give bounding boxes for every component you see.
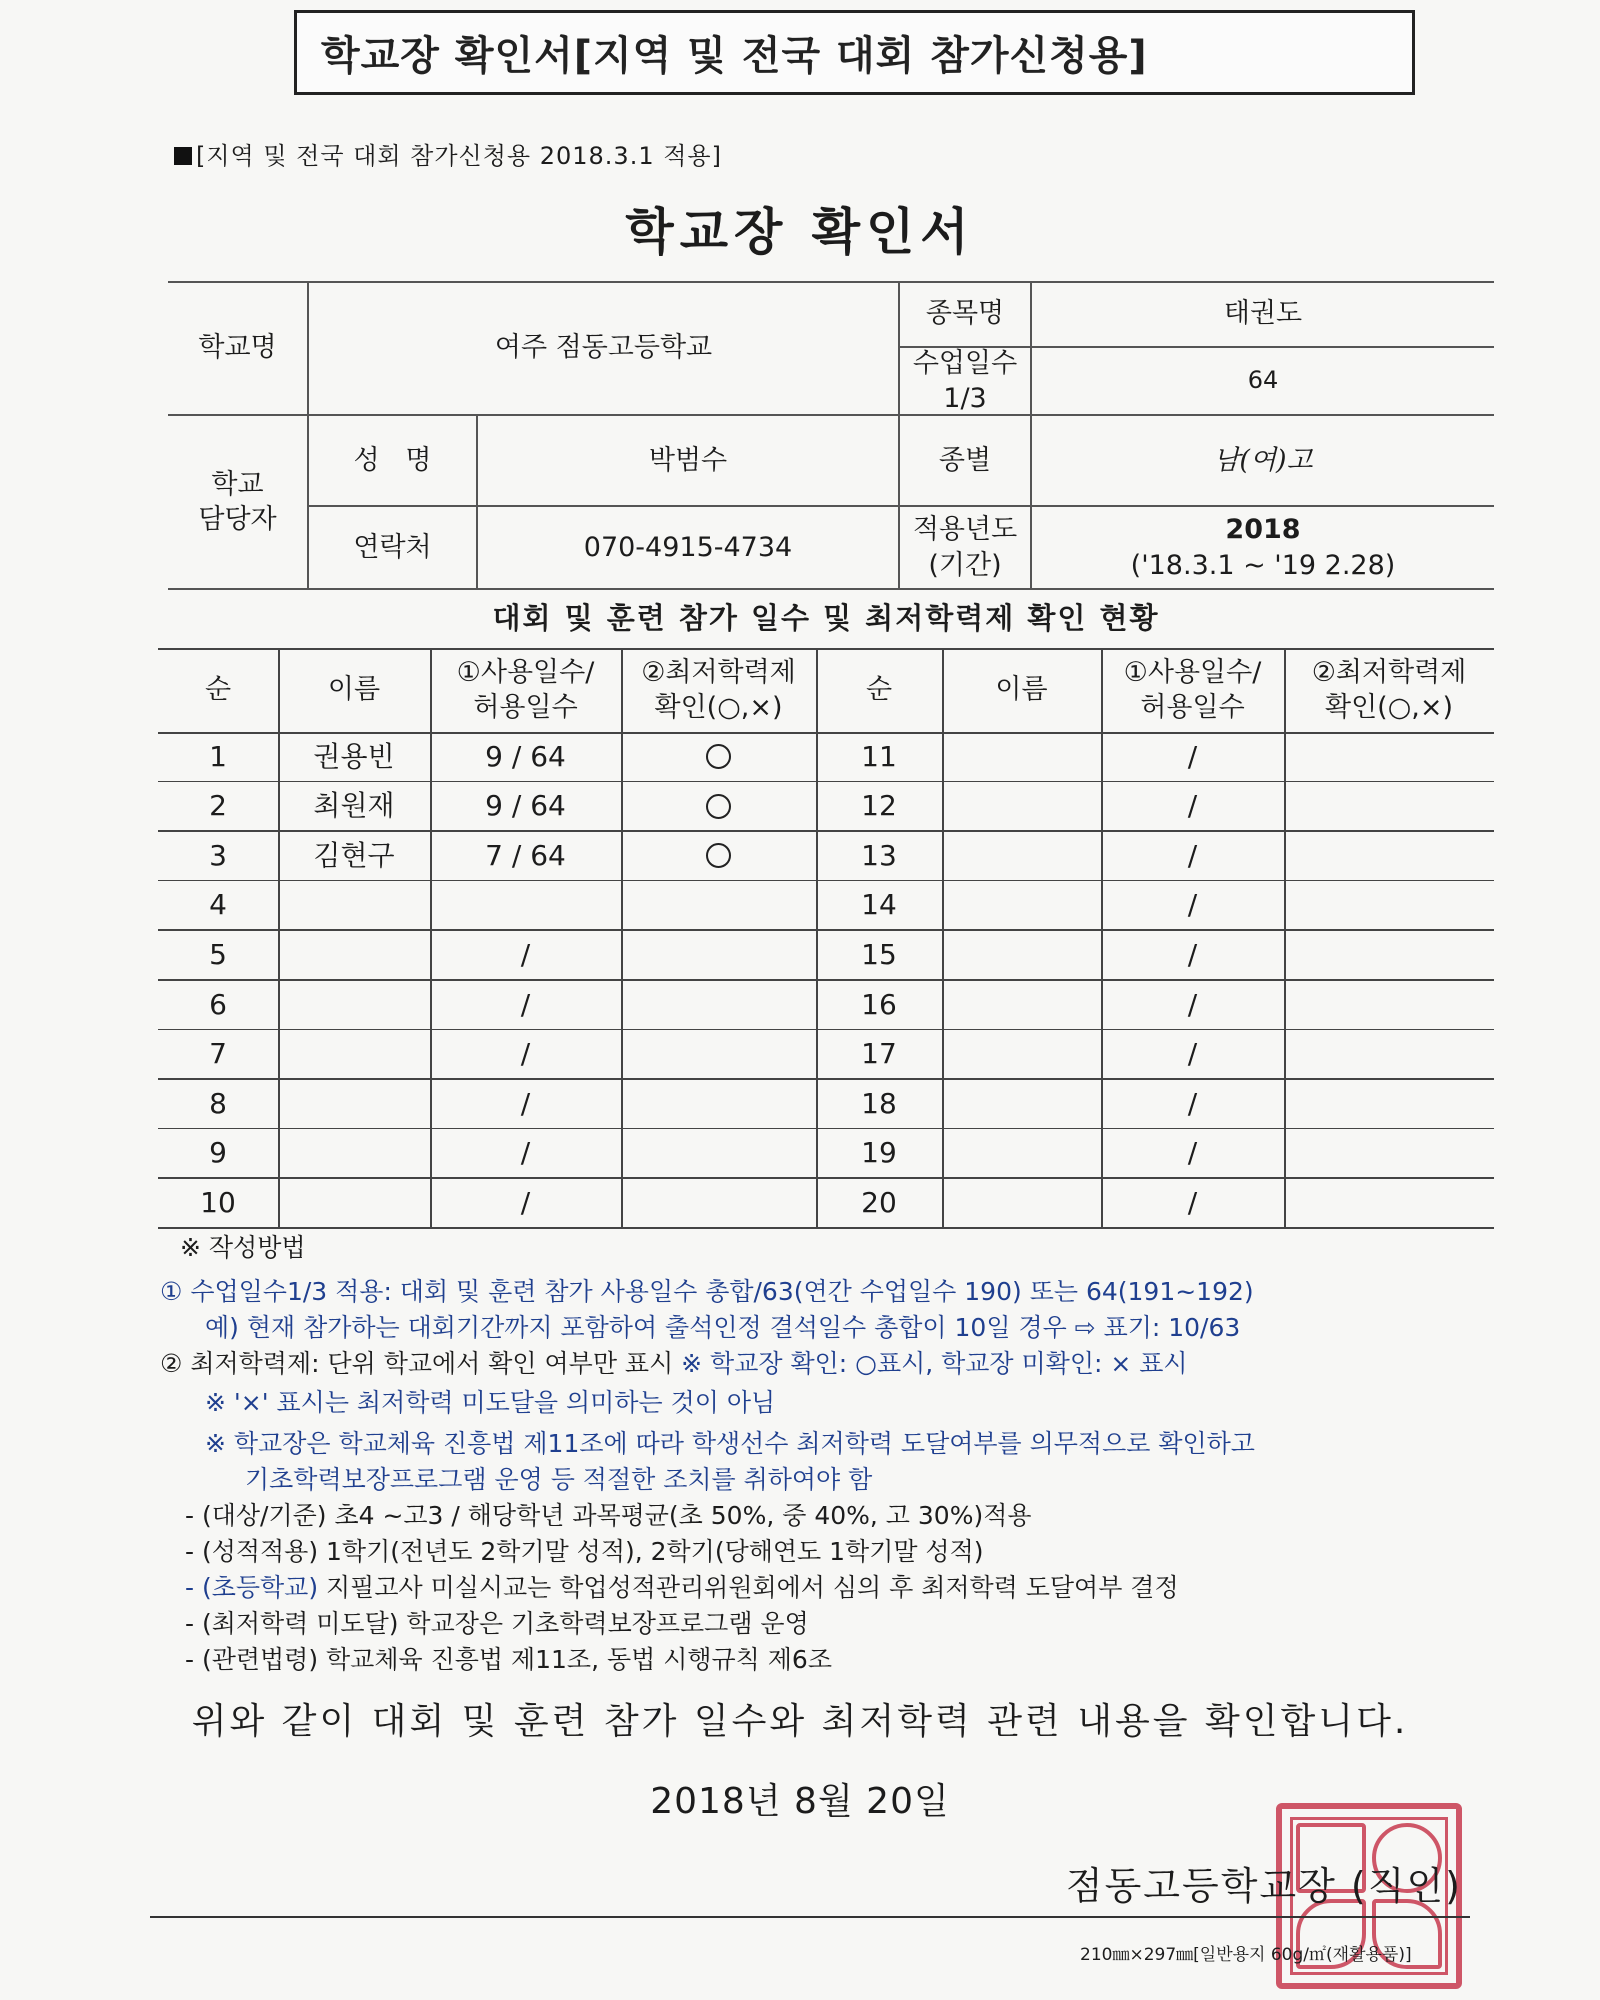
days-used: /	[520, 1185, 531, 1219]
row-number: 4	[209, 888, 227, 922]
sport-value: 태권도	[1223, 297, 1303, 329]
note-2-text: ② 최저학력제: 단위 학교에서 확인 여부만 표시	[160, 1349, 674, 1378]
year-value: 2018	[1225, 514, 1301, 546]
check-circle-icon	[706, 843, 731, 868]
student-name	[278, 1129, 430, 1179]
page-title: 학교장 확인서	[625, 203, 975, 261]
section-title: 대회 및 훈련 참가 일수 및 최저학력제 확인 현황	[492, 601, 1160, 635]
detail-target: - (대상/기준) 초4 ~고3 / 해당학년 과목평균(초 50%, 중 40%, 고 30%)적용	[185, 1501, 1032, 1530]
form-subtitle	[174, 136, 722, 171]
school-name-label: 학교명	[198, 331, 277, 363]
academic-check	[621, 930, 816, 980]
row-number: 14	[861, 888, 897, 922]
note-4: ※ 학교장은 학교체육 진흥법 제11조에 따라 학생선수 최저학력 도달여부를 의무적으로 확인하고	[205, 1429, 1255, 1458]
days-used: 7 / 64	[485, 838, 566, 872]
row-number: 15	[861, 937, 897, 971]
academic-check	[621, 1079, 816, 1129]
note-4-cont: 기초학력보장프로그램 운영 등 적절한 조치를 취하여야 함	[245, 1465, 873, 1494]
student-name	[942, 881, 1101, 931]
academic-check	[1284, 1129, 1494, 1179]
academic-check	[1284, 782, 1494, 832]
school-name-value: 여주 점동고등학교	[494, 331, 713, 363]
notes-heading: ※ 작성방법	[180, 1233, 306, 1262]
row-number: 12	[861, 789, 897, 823]
days-used	[430, 881, 621, 931]
contact-label: 연락처	[353, 531, 432, 563]
academic-check	[621, 980, 816, 1030]
student-name	[942, 1178, 1101, 1228]
check-circle-icon	[706, 794, 731, 819]
days-used: /	[1187, 1136, 1198, 1170]
note-1-example: 예) 현재 참가하는 대회기간까지 포함하여 출석인정 결석일수 총합이 10일 경우 ⇨ 표기: 10/63	[205, 1313, 1241, 1342]
academic-check	[1284, 1030, 1494, 1080]
days-used: /	[520, 1037, 531, 1071]
academic-check	[1284, 732, 1494, 782]
subtitle-text: [지역 및 전국 대회 참가신청용 2018.3.1 적용]	[196, 142, 722, 170]
header-confirm: ②최저학력제 확인(○,×)	[1311, 656, 1467, 723]
student-name	[942, 1129, 1101, 1179]
days-used: /	[1187, 987, 1198, 1021]
header-days: ①사용일수/ 허용일수	[456, 656, 595, 723]
name-value: 박범수	[648, 444, 728, 476]
document-banner: 학교장 확인서[지역 및 전국 대회 참가신청용]	[294, 10, 1415, 95]
row-number: 20	[861, 1185, 897, 1219]
days-used: /	[520, 1136, 531, 1170]
days-used: /	[1187, 838, 1198, 872]
row-number: 13	[861, 838, 897, 872]
student-name: 김현구	[313, 838, 395, 872]
academic-check	[621, 782, 816, 832]
days-used: /	[1187, 739, 1198, 773]
category-value: 남(여)고	[1213, 444, 1313, 476]
name-label: 성 명	[353, 444, 432, 476]
detail-elementary	[185, 1568, 1179, 1604]
days-used: /	[1187, 888, 1198, 922]
academic-check	[1284, 930, 1494, 980]
note-2	[160, 1344, 1188, 1380]
student-name	[278, 1030, 430, 1080]
student-name	[942, 930, 1101, 980]
row-number: 19	[861, 1136, 897, 1170]
detail-elementary-text: 지필고사 미실시교는 학업성적관리위원회에서 심의 후 최저학력 도달여부 결정	[318, 1573, 1179, 1602]
note-1: ① 수업일수1/3 적용: 대회 및 훈련 참가 사용일수 총합/63(연간 수업일수 190) 또는 64(191~192)	[160, 1277, 1254, 1306]
student-name: 최원재	[313, 789, 395, 823]
header-no: 순	[204, 674, 232, 706]
academic-check	[621, 881, 816, 931]
confirmation-statement: 위와 같이 대회 및 훈련 참가 일수와 최저학력 관련 내용을 확인합니다.	[191, 1701, 1409, 1742]
academic-check	[1284, 1079, 1494, 1129]
student-name	[942, 732, 1101, 782]
row-number: 17	[861, 1037, 897, 1071]
academic-check	[1284, 980, 1494, 1030]
days-used: /	[1187, 789, 1198, 823]
academic-check	[1284, 1178, 1494, 1228]
contact-value: 070-4915-4734	[583, 531, 793, 563]
student-name	[942, 1030, 1101, 1080]
row-number: 2	[209, 789, 227, 823]
school-info-table	[168, 281, 1494, 590]
square-bullet-icon	[174, 147, 192, 165]
academic-check	[621, 1178, 816, 1228]
academic-check	[621, 732, 816, 782]
days-used: /	[1187, 937, 1198, 971]
academic-check	[1284, 831, 1494, 881]
bottom-divider	[150, 1916, 1470, 1918]
roster-table	[158, 648, 1494, 1228]
student-name	[278, 930, 430, 980]
principal-signature: 점동고등학교장 (직인)	[1065, 1864, 1462, 1908]
row-number: 10	[200, 1185, 236, 1219]
days-used: /	[520, 937, 531, 971]
class-days-value: 64	[1247, 366, 1279, 395]
header-name: 이름	[327, 674, 381, 706]
detail-elementary-label: - (초등학교)	[185, 1573, 319, 1602]
row-number: 9	[209, 1136, 227, 1170]
period-value: ('18.3.1 ~ '19 2.28)	[1130, 549, 1396, 581]
row-number: 5	[209, 937, 227, 971]
year-value-block	[1032, 507, 1494, 588]
days-used: /	[1187, 1037, 1198, 1071]
row-number: 3	[209, 838, 227, 872]
student-name: 권용빈	[313, 739, 395, 773]
academic-check	[621, 1129, 816, 1179]
student-name	[278, 1079, 430, 1129]
row-number: 16	[861, 987, 897, 1021]
year-label: 적용년도 (기간)	[912, 514, 1018, 581]
student-name	[942, 831, 1101, 881]
row-number: 7	[209, 1037, 227, 1071]
days-used: /	[520, 987, 531, 1021]
academic-check	[621, 1030, 816, 1080]
header-no: 순	[865, 674, 893, 706]
note-2-marking: ※ 학교장 확인: ○표시, 학교장 미확인: × 표시	[673, 1349, 1188, 1378]
detail-law: - (관련법령) 학교체육 진흥법 제11조, 동법 시행규칙 제6조	[185, 1645, 832, 1674]
row-number: 18	[861, 1086, 897, 1120]
class-days-label: 수업일수 1/3	[912, 347, 1018, 414]
days-used: 9 / 64	[485, 739, 566, 773]
detail-grades: - (성적적용) 1학기(전년도 2학기말 성적), 2학기(당해연도 1학기말 성적)	[185, 1537, 984, 1566]
student-name	[942, 980, 1101, 1030]
row-number: 1	[209, 739, 227, 773]
document-date: 2018년 8월 20일	[650, 1781, 950, 1822]
header-days: ①사용일수/ 허용일수	[1123, 656, 1262, 723]
student-name	[278, 980, 430, 1030]
academic-check	[621, 831, 816, 881]
row-number: 8	[209, 1086, 227, 1120]
days-used: /	[1187, 1086, 1198, 1120]
student-name	[942, 782, 1101, 832]
row-number: 11	[861, 739, 897, 773]
student-name	[278, 1178, 430, 1228]
days-used: /	[1187, 1185, 1198, 1219]
row-number: 6	[209, 987, 227, 1021]
student-name	[942, 1079, 1101, 1129]
check-circle-icon	[706, 744, 731, 769]
days-used: 9 / 64	[485, 789, 566, 823]
staff-label: 학교 담당자	[198, 468, 277, 535]
note-3: ※ '×' 표시는 최저학력 미도달을 의미하는 것이 아님	[205, 1388, 776, 1417]
student-name	[278, 881, 430, 931]
academic-check	[1284, 881, 1494, 931]
sport-label: 종목명	[925, 297, 1005, 329]
header-name: 이름	[995, 674, 1048, 706]
header-confirm: ②최저학력제 확인(○,×)	[641, 656, 796, 723]
category-label: 종별	[938, 444, 992, 476]
days-used: /	[520, 1086, 531, 1120]
paper-spec: 210㎜×297㎜[일반용지 60g/㎡(재활용품)]	[1080, 1945, 1412, 1965]
detail-below: - (최저학력 미도달) 학교장은 기초학력보장프로그램 운영	[185, 1609, 809, 1638]
